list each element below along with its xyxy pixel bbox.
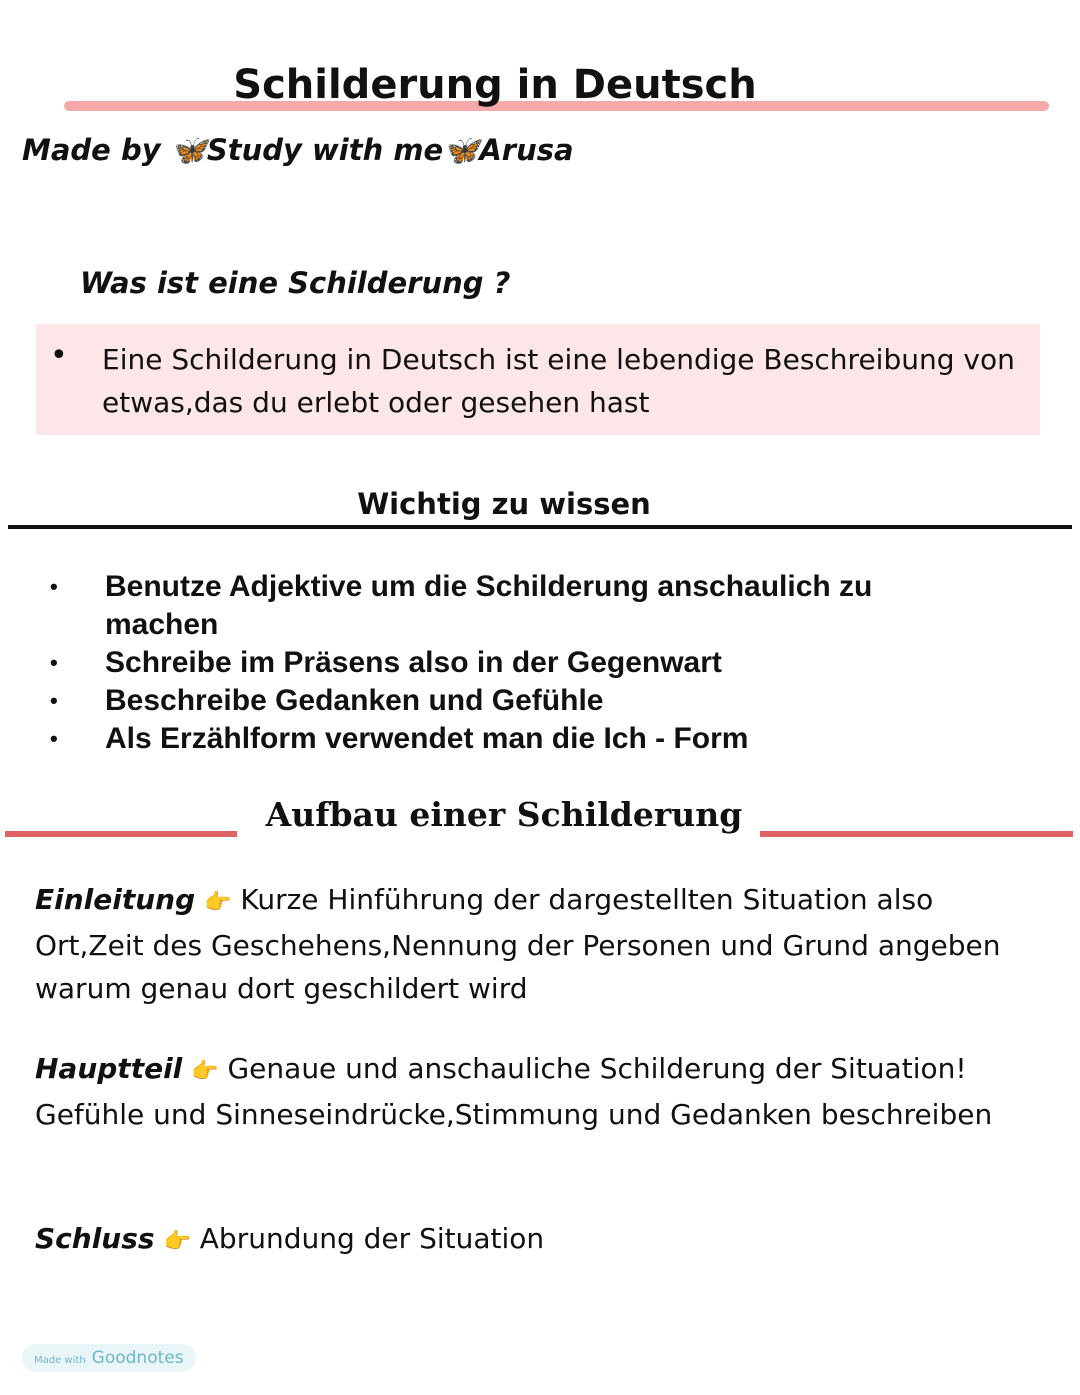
list-item: • Als Erzählform verwendet man die Ich - Form [50, 722, 749, 755]
bullet-icon: • [50, 338, 68, 373]
pointing-hand-icon: 👉 [191, 1059, 219, 1084]
section-einleitung [35, 878, 1035, 1010]
section-text: Genaue und anschauliche Schilderung der Situation! Gefühle und Sinneseindrücke,Stimmung und Gedanken beschreiben [35, 1052, 993, 1131]
butterfly-icon: 🦋 [170, 133, 207, 167]
definition-text: Eine Schilderung in Deutsch ist eine lebendige Beschreibung von etwas,das du erlebt oder gesehen hast [102, 343, 1015, 419]
item-text: Als Erzählform verwendet man die Ich - Form [105, 722, 749, 755]
item-text: Beschreibe Gedanken und Gefühle [105, 684, 604, 717]
aufbau-heading: Aufbau einer Schilderung [265, 795, 743, 834]
definition-box [36, 324, 1040, 435]
section-text: Abrundung der Situation [199, 1222, 545, 1255]
badge-small: Made with [34, 1355, 86, 1366]
page-title: Schilderung in Deutsch [233, 62, 757, 108]
butterfly-icon: 🦋 [443, 133, 480, 167]
list-item: • Schreibe im Präsens also in der Gegenwart [50, 646, 722, 679]
list-item: • Beschreibe Gedanken und Gefühle [50, 684, 604, 717]
section-hauptteil [35, 1047, 1035, 1136]
item-text: Schreibe im Präsens also in der Gegenwart [105, 646, 722, 679]
credit-prefix: Made by [22, 133, 171, 167]
section-text: Kurze Hinführung der dargestellten Situation also Ort,Zeit des Geschehens,Nennung der Personen und Grund angeben warum genau dort geschildert wird [35, 883, 1001, 1005]
divider [8, 525, 1072, 529]
tips-list [50, 568, 950, 758]
question-heading: Was ist eine Schilderung ? [80, 266, 511, 300]
pointing-hand-icon: 👉 [204, 890, 232, 915]
wichtig-heading: Wichtig zu wissen [357, 487, 651, 521]
credit-name: Study with me [206, 133, 444, 167]
credit-line [22, 133, 574, 168]
list-item: • Benutze Adjektive um die Schilderung anschaulich zu machen [50, 570, 873, 641]
item-text: Benutze Adjektive um die Schilderung anschaulich zu machen [105, 570, 873, 641]
badge-brand: Goodnotes [91, 1348, 184, 1368]
section-label: Hauptteil [35, 1052, 183, 1085]
section-label: Schluss [35, 1222, 155, 1255]
pointing-hand-icon: 👉 [163, 1229, 191, 1254]
goodnotes-badge [22, 1344, 196, 1372]
section-schluss [35, 1217, 1035, 1263]
credit-author: Arusa [479, 133, 574, 167]
section-label: Einleitung [35, 883, 196, 916]
